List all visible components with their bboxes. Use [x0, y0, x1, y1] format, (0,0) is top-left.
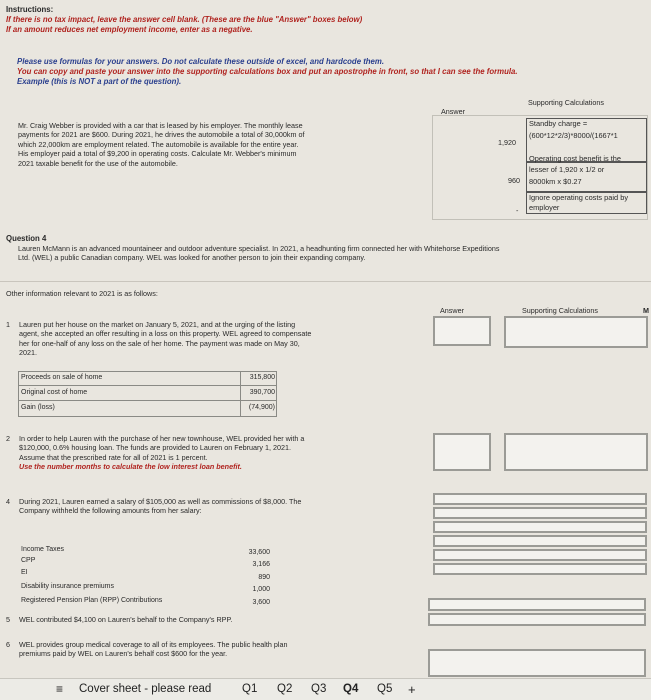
item-6-box[interactable]	[428, 649, 646, 677]
divider	[0, 281, 651, 282]
table-row-label: Gain (loss)	[21, 404, 55, 411]
tab-q1[interactable]: Q1	[242, 683, 258, 695]
instruction-line-4: You can copy and paste your answer into the supporting calculations box and put an apostrophe in front, so that I can see the formula.	[17, 67, 518, 76]
item-2-emphasis: Use the number months to calculate the low interest loan benefit.	[19, 462, 242, 472]
sheet-tab-bar	[0, 678, 651, 700]
item-6-text	[19, 640, 379, 659]
example-line: His employer paid a total of $9,200 in operating costs. Calculate Mr. Webber's minimum	[18, 149, 297, 159]
table-row-label: Original cost of home	[21, 389, 88, 396]
example-supporting-header: Supporting Calculations	[528, 98, 604, 107]
deduction-label: Income Taxes	[21, 546, 65, 553]
calc-line: (600*12*2/3)*8000/(1667*1	[529, 131, 618, 140]
table-divider	[18, 400, 277, 401]
example-line: payments for 2021 are $600. During 2021, he drives the automobile a total of 30,000km of	[18, 130, 305, 140]
item-6-line: WEL provides group medical coverage to all of its employees. The public health plan	[19, 640, 288, 649]
deduction-value: 3,166	[252, 561, 270, 568]
item-1-line: 2021.	[19, 348, 37, 358]
deduction-value: 1,000	[252, 586, 270, 593]
deduction-value: 890	[258, 574, 270, 581]
item-5-box-1[interactable]	[428, 598, 646, 611]
tab-q4[interactable]: Q4	[343, 683, 359, 695]
item-2-answer-box[interactable]	[433, 433, 491, 471]
tab-q2[interactable]: Q2	[277, 683, 293, 695]
item-4-box-4[interactable]	[433, 535, 647, 547]
example-text	[18, 121, 378, 168]
q4-answer-header: Answer	[440, 306, 464, 315]
table-row-value: 390,700	[249, 389, 275, 396]
item-4-box-5[interactable]	[433, 549, 647, 561]
instruction-line-1: If there is no tax impact, leave the answer cell blank. (These are the blue "Answer" boxes below)	[6, 15, 363, 24]
example-answer-1[interactable]: 1,920	[498, 138, 516, 147]
table-row-label: Proceeds on sale of home	[21, 374, 103, 381]
tab-cover-sheet[interactable]: Cover sheet - please read	[79, 683, 212, 695]
question4-intro-1: Lauren McMann is an advanced mountaineer and outdoor adventure specialist. In 2021, a headhunting firm connected her with Whitehorse Expeditions	[18, 244, 500, 253]
instruction-line-3: Please use formulas for your answers. Do not calculate these outside of excel, and hardcode them.	[17, 57, 384, 66]
item-2-calc-box[interactable]	[504, 433, 648, 471]
calc-line: employer	[529, 203, 560, 212]
formula-instructions	[17, 57, 647, 87]
item-1-line: agent, she accepted an offer resulting in a loss on this property. WEL agreed to compensate	[19, 329, 312, 339]
other-info-label: Other information relevant to 2021 is as follows:	[6, 289, 158, 298]
item-4-line: Company withheld the following amounts from her salary:	[19, 506, 202, 516]
item-2-number: 2	[6, 434, 10, 443]
item-4-text	[19, 497, 379, 516]
example-answer-3[interactable]: -	[516, 206, 519, 215]
table-row-value: (74,900)	[248, 404, 275, 411]
tab-q5[interactable]: Q5	[377, 683, 393, 695]
question4-title: Question 4	[6, 234, 47, 243]
instruction-line-2: If an amount reduces net employment income, enter as a negative.	[6, 25, 253, 34]
deduction-label: Disability insurance premiums	[21, 583, 114, 590]
item-2-line: $120,000, 0.6% housing loan. The funds are provided to Lauren on February 1, 2021.	[19, 443, 291, 453]
deduction-label: EI	[21, 569, 28, 576]
deduction-label: Registered Pension Plan (RPP) Contributions	[21, 597, 163, 604]
item-1-line: Lauren put her house on the market on January 5, 2021, and at the urging of the listing	[19, 320, 296, 329]
calc-line: Operating cost benefit is the	[529, 154, 622, 163]
sheet-menu-icon[interactable]: ≡	[56, 682, 64, 696]
item-1-text	[19, 320, 369, 358]
deduction-label: CPP	[21, 557, 36, 564]
item-1-line: her for one-half of any loss on the sale of her home. The payment was made on May 30,	[19, 338, 300, 348]
q4-supporting-header: Supporting Calculations	[522, 306, 598, 315]
column-m-label: M	[643, 306, 649, 315]
item-2-line: Assume that the prescribed rate for all of 2021 is 1 percent.	[19, 452, 208, 462]
item-5-box-2[interactable]	[428, 613, 646, 626]
example-answer-header: Answer	[441, 107, 465, 116]
question4-intro-2: Ltd. (WEL) a public Canadian company. WEL was looked for another person to join their expanding company.	[18, 253, 366, 263]
deduction-value: 3,600	[252, 599, 270, 606]
example-answer-2[interactable]: 960	[508, 176, 520, 185]
calc-line: Standby charge =	[529, 119, 588, 128]
calc-line: lesser of 1,920 x 1/2 or	[529, 165, 605, 174]
item-4-box-1[interactable]	[433, 493, 647, 505]
item-5-text: WEL contributed $4,100 on Lauren's behalf to the Company's RPP.	[19, 615, 233, 624]
instructions-block	[6, 5, 646, 35]
item-2-line: In order to help Lauren with the purchase of her new townhouse, WEL provided her with a	[19, 434, 305, 443]
tab-q3[interactable]: Q3	[311, 683, 327, 695]
table-divider	[18, 385, 277, 386]
item-6-line: premiums paid by WEL on Lauren's behalf cost $600 for the year.	[19, 649, 228, 659]
table-divider	[240, 371, 241, 417]
example-line: Mr. Craig Webber is provided with a car that is leased by his employer. The monthly lease	[18, 121, 303, 130]
item-4-box-2[interactable]	[433, 507, 647, 519]
item-4-box-3[interactable]	[433, 521, 647, 533]
deduction-value: 33,600	[248, 549, 270, 556]
item-6-number: 6	[6, 640, 10, 649]
item-1-calc-box[interactable]	[504, 316, 648, 348]
calc-line: Ignore operating costs paid by	[529, 193, 629, 202]
calc-line: 8000km x $0.27	[529, 177, 582, 186]
item-4-box-6[interactable]	[433, 563, 647, 575]
table-row-value: 315,800	[249, 374, 275, 381]
item-1-number: 1	[6, 320, 10, 329]
item-2-text	[19, 434, 379, 472]
instructions-heading: Instructions:	[6, 5, 54, 14]
instruction-line-5: Example (this is NOT a part of the question).	[17, 77, 182, 86]
item-5-number: 5	[6, 615, 10, 624]
example-line: which 22,000km are employment related. The automobile is available for the entire year.	[18, 139, 299, 149]
item-4-number: 4	[6, 497, 10, 506]
item-4-line: During 2021, Lauren earned a salary of $105,000 as well as commissions of $8,000. The	[19, 497, 302, 506]
example-line: 2021 taxable benefit for the use of the automobile.	[18, 158, 178, 168]
question4-header	[6, 234, 646, 263]
item-1-answer-box[interactable]	[433, 316, 491, 346]
add-sheet-button[interactable]: +	[408, 682, 416, 697]
